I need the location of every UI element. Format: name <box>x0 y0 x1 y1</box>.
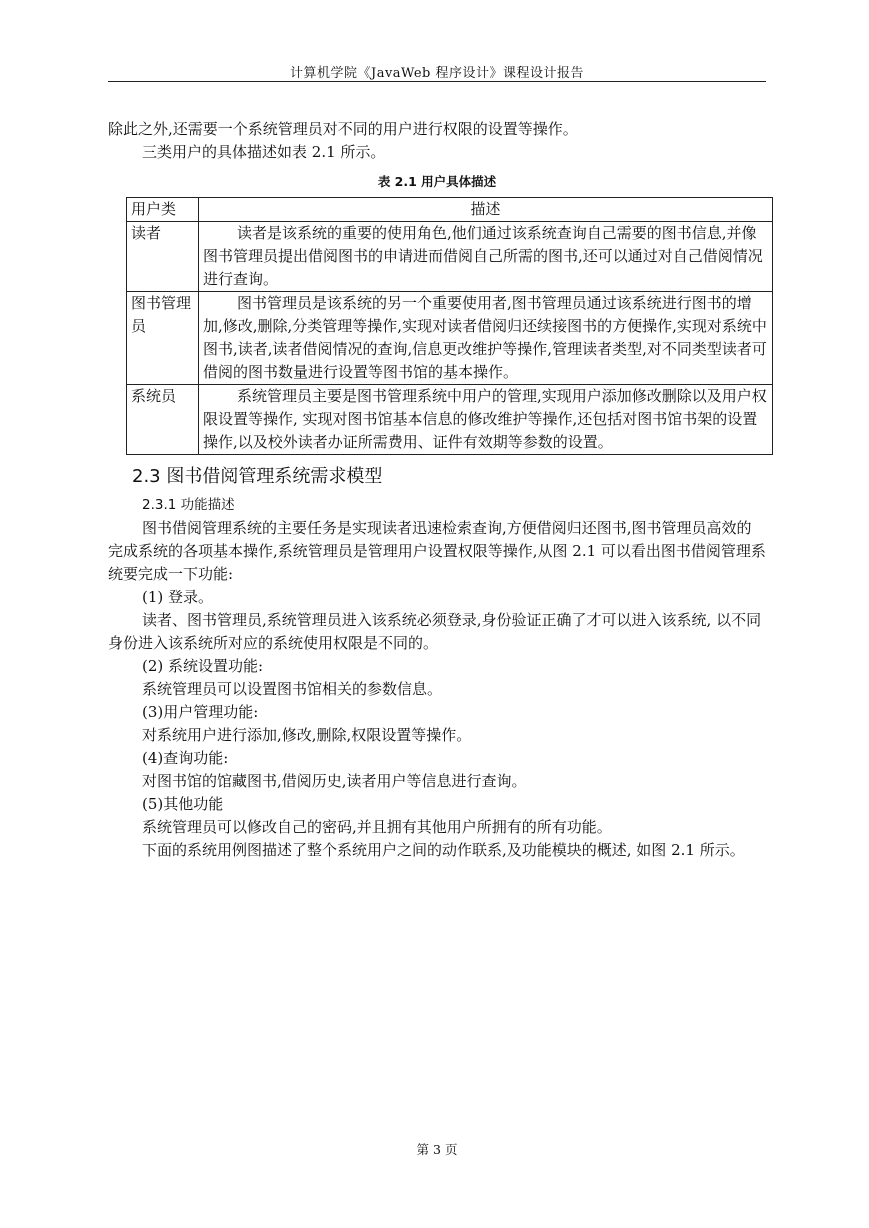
page-number: 第 3 页 <box>416 1142 458 1157</box>
body-paragraph: (3)用户管理功能: <box>142 703 259 721</box>
section-heading: 2.3 图书借阅管理系统需求模型 <box>132 466 383 487</box>
table-row <box>127 385 773 455</box>
subsection-heading: 2.3.1 功能描述 <box>142 497 235 513</box>
body-paragraph: (4)查询功能: <box>142 749 229 767</box>
body-paragraph: 系统管理员可以修改自己的密码,并且拥有其他用户所拥有的所有功能。 <box>142 818 612 836</box>
body-text <box>108 517 766 862</box>
body-paragraph: 下面的系统用例图描述了整个系统用户之间的动作联系,及功能模块的概述, 如图 2.1 所示。 <box>142 841 745 859</box>
description-cell: 图书管理员是该系统的另一个重要使用者,图书管理员通过该系统进行图书的增加,修改,删除,分类管理等操作,实现对读者借阅归还续接图书的方便操作,实现对系统中图书,读者,读者借阅情况的查询,信息更改维护等操作,管理读者类型,对不同类型读者可借阅的图书数量进行设置等图书馆的基本操作。 <box>199 292 773 385</box>
body-paragraph: 对系统用户进行添加,修改,删除,权限设置等操作。 <box>142 726 472 744</box>
header-description: 描述 <box>199 198 773 222</box>
body-paragraph: (5)其他功能 <box>142 795 224 813</box>
user-description-table <box>126 197 773 455</box>
user-type-cell: 图书管理员 <box>127 292 199 385</box>
body-paragraph: (1) 登录。 <box>142 588 214 606</box>
user-type-cell: 读者 <box>127 222 199 292</box>
table-caption: 表 2.1 用户具体描述 <box>377 174 497 189</box>
header-user-type: 用户类 <box>127 198 199 222</box>
table-row <box>127 222 773 292</box>
intro-paragraph-2: 三类用户的具体描述如表 2.1 所示。 <box>142 143 386 161</box>
body-paragraph: (2) 系统设置功能: <box>142 657 264 675</box>
user-type-cell: 系统员 <box>127 385 199 455</box>
body-paragraph: 读者、图书管理员,系统管理员进入该系统必须登录,身份验证正确了才可以进入该系统, 以不同身份进入该系统所对应的系统使用权限是不同的。 <box>108 611 762 652</box>
body-paragraph: 图书借阅管理系统的主要任务是实现读者迅速检索查询,方便借阅归还图书,图书管理员高效的完成系统的各项基本操作,系统管理员是管理用户设置权限等操作,从图 2.1 可以看出图书借阅管理系统要完成一下功能: <box>108 519 766 583</box>
page-header: 计算机学院《JavaWeb 程序设计》课程设计报告 <box>289 66 584 81</box>
body-paragraph: 系统管理员可以设置图书馆相关的参数信息。 <box>142 680 443 698</box>
header-rule <box>108 81 766 82</box>
table-row <box>127 292 773 385</box>
description-cell: 系统管理员主要是图书管理系统中用户的管理,实现用户添加修改删除以及用户权限设置等操作, 实现对图书馆基本信息的修改维护等操作,还包括对图书馆书架的设置操作,以及校外读者办证所需费用、证件有效期等参数的设置。 <box>199 385 773 455</box>
page-content <box>108 118 766 862</box>
intro-paragraph-1: 除此之外,还需要一个系统管理员对不同的用户进行权限的设置等操作。 <box>108 120 578 138</box>
body-paragraph: 对图书馆的馆藏图书,借阅历史,读者用户等信息进行查询。 <box>142 772 527 790</box>
description-cell: 读者是该系统的重要的使用角色,他们通过该系统查询自己需要的图书信息,并像图书管理员提出借阅图书的申请进而借阅自己所需的图书,还可以通过对自己借阅情况进行查询。 <box>199 222 773 292</box>
table-header-row <box>127 198 773 222</box>
